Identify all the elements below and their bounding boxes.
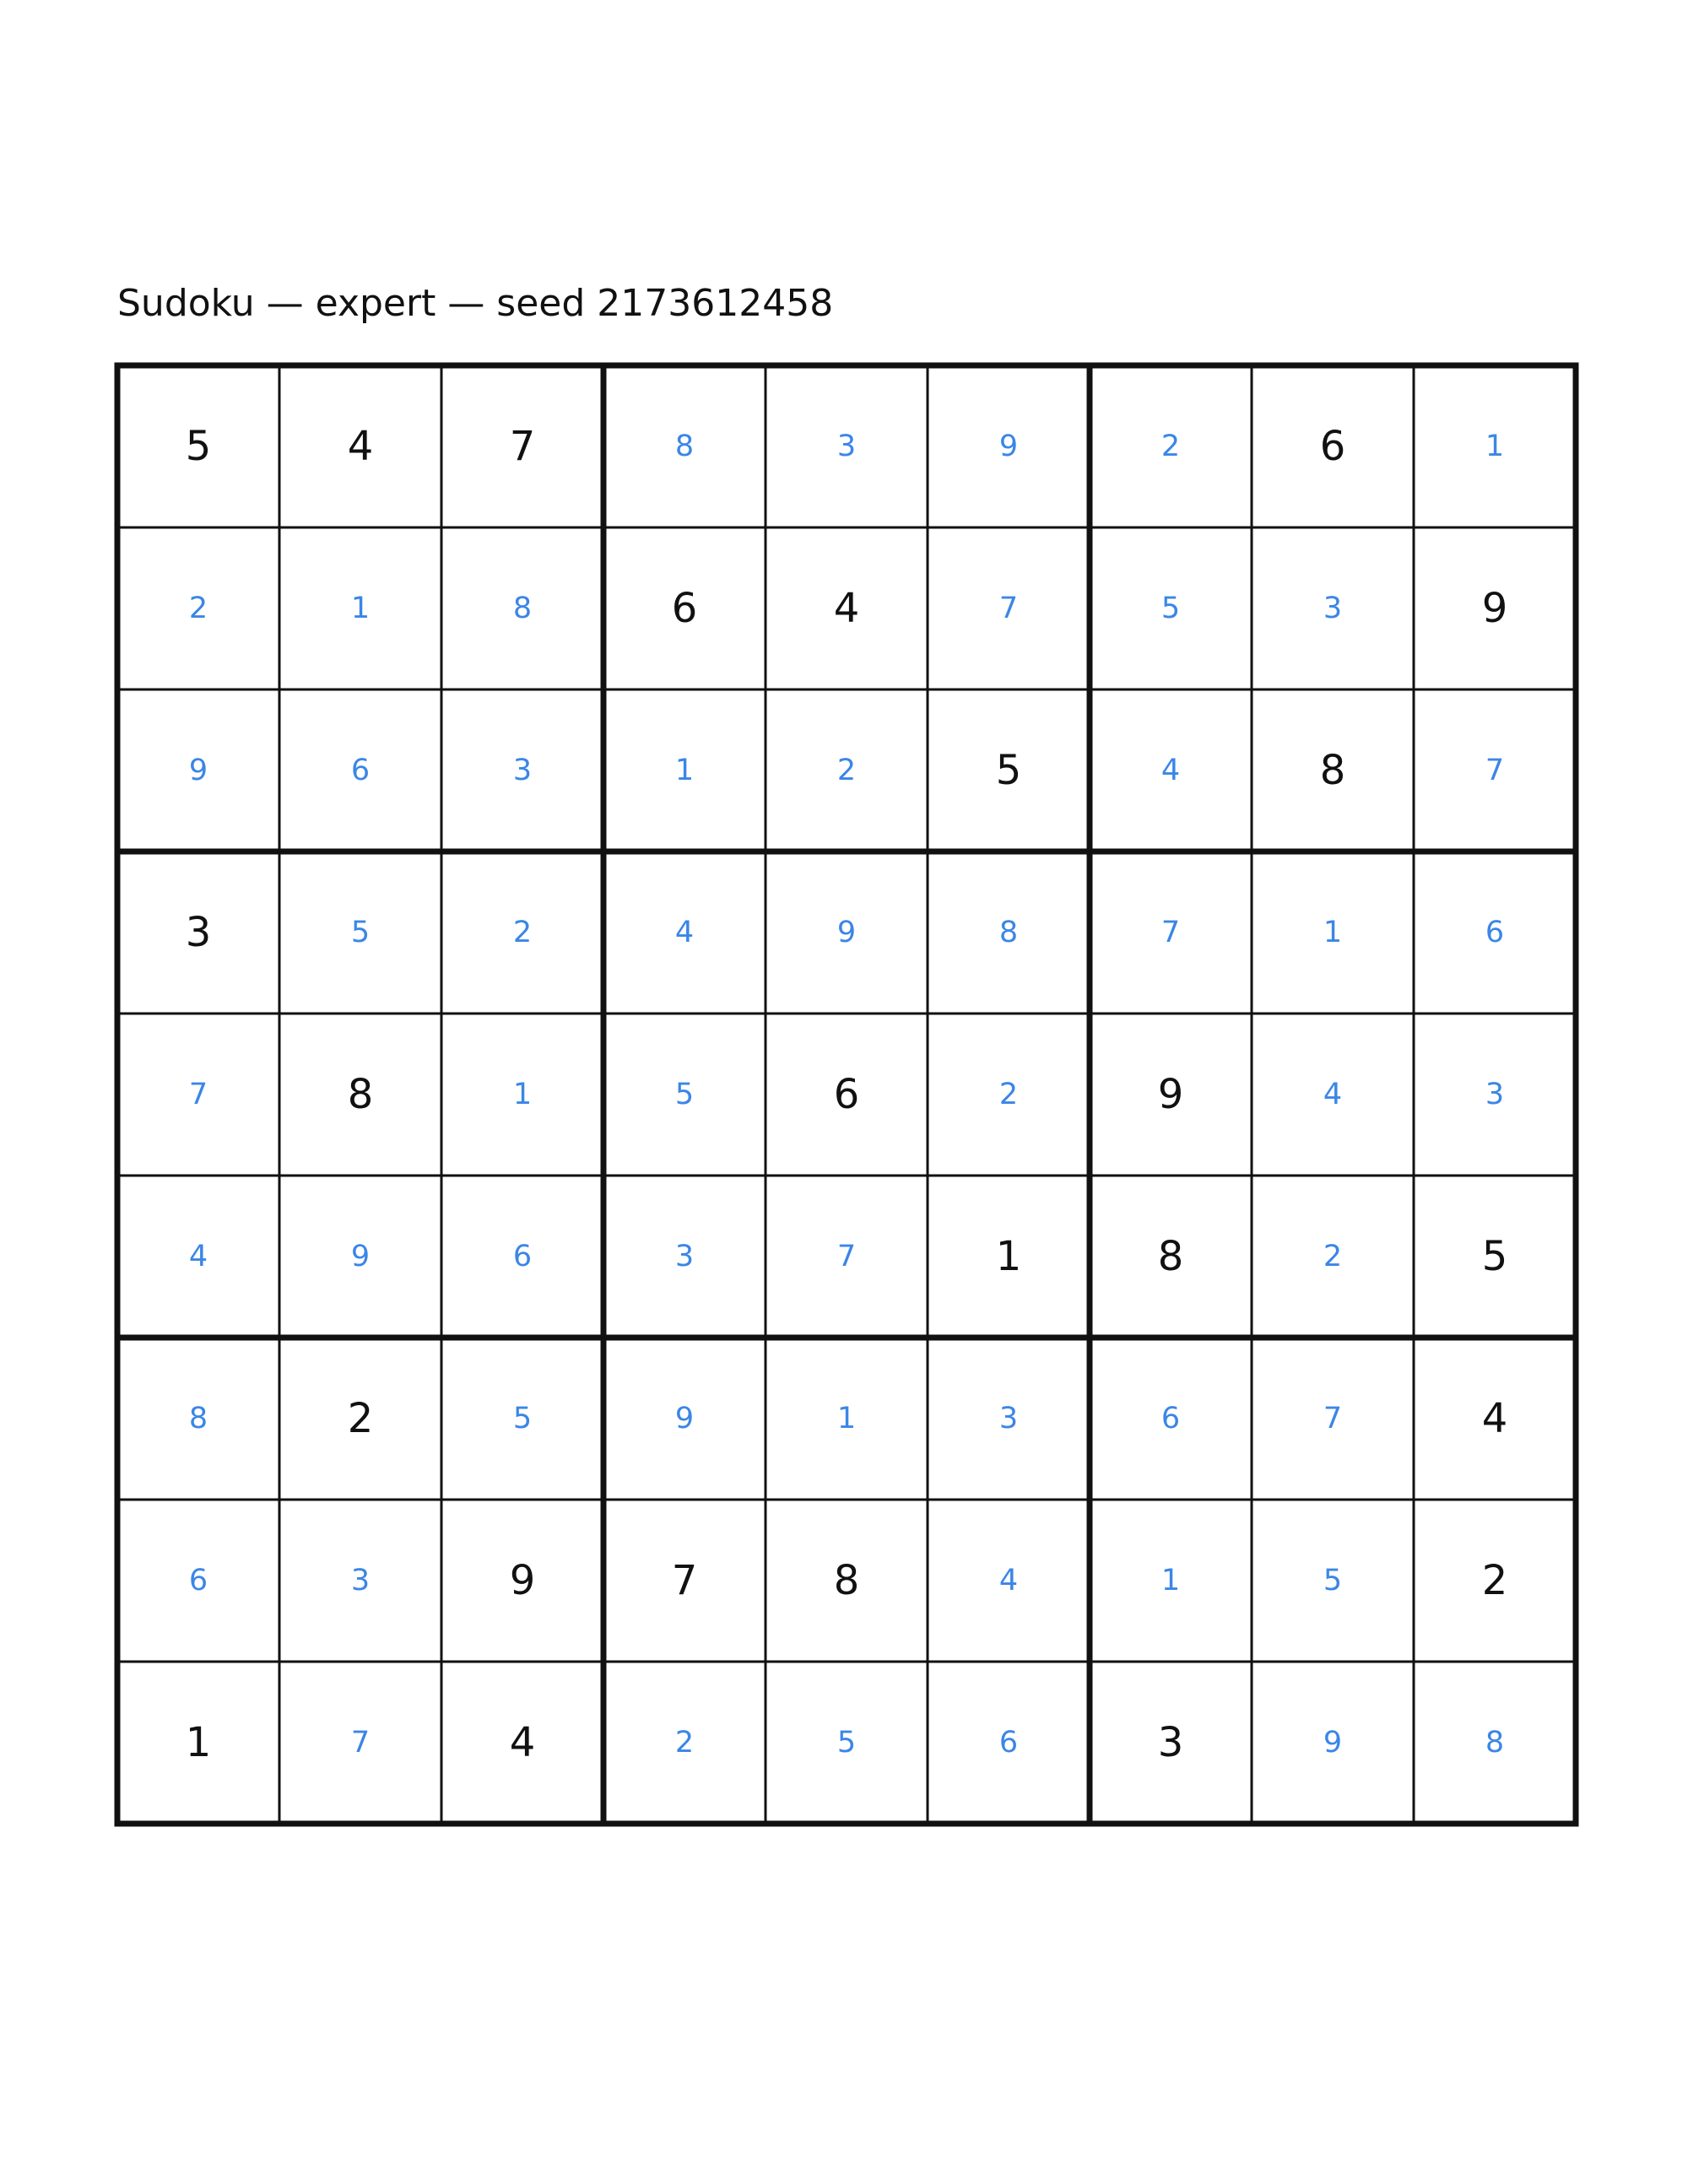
cell-r5-c3[interactable]: 1	[512, 1078, 533, 1111]
cell-r2-c4[interactable]: 6	[671, 585, 698, 632]
cell-r6-c2[interactable]: 9	[350, 1240, 371, 1273]
cell-r9-c6[interactable]: 6	[998, 1726, 1019, 1760]
cell-r2-c1[interactable]: 2	[188, 592, 208, 625]
sudoku-board	[117, 365, 1576, 1824]
cell-r2-c8[interactable]: 3	[1323, 592, 1343, 625]
cell-r4-c6[interactable]: 8	[998, 916, 1019, 949]
cell-r1-c7[interactable]: 2	[1160, 430, 1181, 463]
cell-r3-c3[interactable]: 3	[512, 754, 533, 787]
cell-r6-c4[interactable]: 3	[674, 1240, 695, 1273]
cell-r4-c7[interactable]: 7	[1160, 916, 1181, 949]
cell-r7-c8[interactable]: 7	[1323, 1402, 1343, 1435]
cell-r7-c4[interactable]: 9	[674, 1402, 695, 1435]
cell-r2-c3[interactable]: 8	[512, 592, 533, 625]
cell-r3-c9[interactable]: 7	[1485, 754, 1505, 787]
cell-r8-c4[interactable]: 7	[671, 1557, 698, 1604]
cell-r8-c6[interactable]: 4	[998, 1564, 1019, 1597]
cell-r3-c7[interactable]: 4	[1160, 754, 1181, 787]
cell-r8-c7[interactable]: 1	[1160, 1564, 1181, 1597]
cell-r1-c3[interactable]: 7	[509, 423, 536, 470]
cell-r4-c8[interactable]: 1	[1323, 916, 1343, 949]
cell-r1-c5[interactable]: 3	[836, 430, 857, 463]
cell-r1-c9[interactable]: 1	[1485, 430, 1505, 463]
cell-r7-c1[interactable]: 8	[188, 1402, 208, 1435]
cell-r3-c6[interactable]: 5	[995, 747, 1022, 794]
cell-r7-c5[interactable]: 1	[836, 1402, 857, 1435]
cell-r4-c3[interactable]: 2	[512, 916, 533, 949]
cell-r3-c5[interactable]: 2	[836, 754, 857, 787]
cell-r7-c9[interactable]: 4	[1481, 1395, 1508, 1442]
cell-r2-c2[interactable]: 1	[350, 592, 371, 625]
cell-r5-c9[interactable]: 3	[1485, 1078, 1505, 1111]
cell-r4-c9[interactable]: 6	[1485, 916, 1505, 949]
cell-r6-c5[interactable]: 7	[836, 1240, 857, 1273]
cell-r2-c5[interactable]: 4	[833, 585, 860, 632]
cell-r9-c5[interactable]: 5	[836, 1726, 857, 1760]
cell-r9-c2[interactable]: 7	[350, 1726, 371, 1760]
cell-r1-c2[interactable]: 4	[347, 423, 374, 470]
cell-r9-c7[interactable]: 3	[1157, 1719, 1184, 1766]
cell-r5-c4[interactable]: 5	[674, 1078, 695, 1111]
cell-r8-c2[interactable]: 3	[350, 1564, 371, 1597]
cell-r5-c7[interactable]: 9	[1157, 1071, 1184, 1118]
cell-r8-c3[interactable]: 9	[509, 1557, 536, 1604]
cell-r9-c1[interactable]: 1	[185, 1719, 212, 1766]
cell-r6-c3[interactable]: 6	[512, 1240, 533, 1273]
cell-r1-c4[interactable]: 8	[674, 430, 695, 463]
cell-r9-c4[interactable]: 2	[674, 1726, 695, 1760]
cell-r6-c6[interactable]: 1	[995, 1233, 1022, 1280]
cell-r7-c3[interactable]: 5	[512, 1402, 533, 1435]
cell-r1-c6[interactable]: 9	[998, 430, 1019, 463]
cell-r5-c1[interactable]: 7	[188, 1078, 208, 1111]
cell-r3-c1[interactable]: 9	[188, 754, 208, 787]
cell-r8-c9[interactable]: 2	[1481, 1557, 1508, 1604]
cell-r5-c6[interactable]: 2	[998, 1078, 1019, 1111]
cell-r6-c9[interactable]: 5	[1481, 1233, 1508, 1280]
cell-r1-c1[interactable]: 5	[185, 423, 212, 470]
cell-r3-c8[interactable]: 8	[1319, 747, 1346, 794]
cell-r4-c1[interactable]: 3	[185, 909, 212, 956]
cell-r2-c6[interactable]: 7	[998, 592, 1019, 625]
cell-r8-c1[interactable]: 6	[188, 1564, 208, 1597]
cell-r2-c7[interactable]: 5	[1160, 592, 1181, 625]
cell-r4-c5[interactable]: 9	[836, 916, 857, 949]
cell-r6-c8[interactable]: 2	[1323, 1240, 1343, 1273]
cell-r8-c8[interactable]: 5	[1323, 1564, 1343, 1597]
cell-r4-c2[interactable]: 5	[350, 916, 371, 949]
cell-r5-c2[interactable]: 8	[347, 1071, 374, 1118]
cell-r1-c8[interactable]: 6	[1319, 423, 1346, 470]
cell-r3-c2[interactable]: 6	[350, 754, 371, 787]
cell-r7-c6[interactable]: 3	[998, 1402, 1019, 1435]
cell-r7-c7[interactable]: 6	[1160, 1402, 1181, 1435]
cell-r8-c5[interactable]: 8	[833, 1557, 860, 1604]
cell-r5-c5[interactable]: 6	[833, 1071, 860, 1118]
cell-r5-c8[interactable]: 4	[1323, 1078, 1343, 1111]
cell-r3-c4[interactable]: 1	[674, 754, 695, 787]
cell-r9-c3[interactable]: 4	[509, 1719, 536, 1766]
puzzle-title: Sudoku — expert — seed 2173612458	[117, 282, 834, 325]
cell-r6-c1[interactable]: 4	[188, 1240, 208, 1273]
cell-r6-c7[interactable]: 8	[1157, 1233, 1184, 1280]
cell-r4-c4[interactable]: 4	[674, 916, 695, 949]
cell-r7-c2[interactable]: 2	[347, 1395, 374, 1442]
cell-r9-c9[interactable]: 8	[1485, 1726, 1505, 1760]
cell-r2-c9[interactable]: 9	[1481, 585, 1508, 632]
cell-r9-c8[interactable]: 9	[1323, 1726, 1343, 1760]
